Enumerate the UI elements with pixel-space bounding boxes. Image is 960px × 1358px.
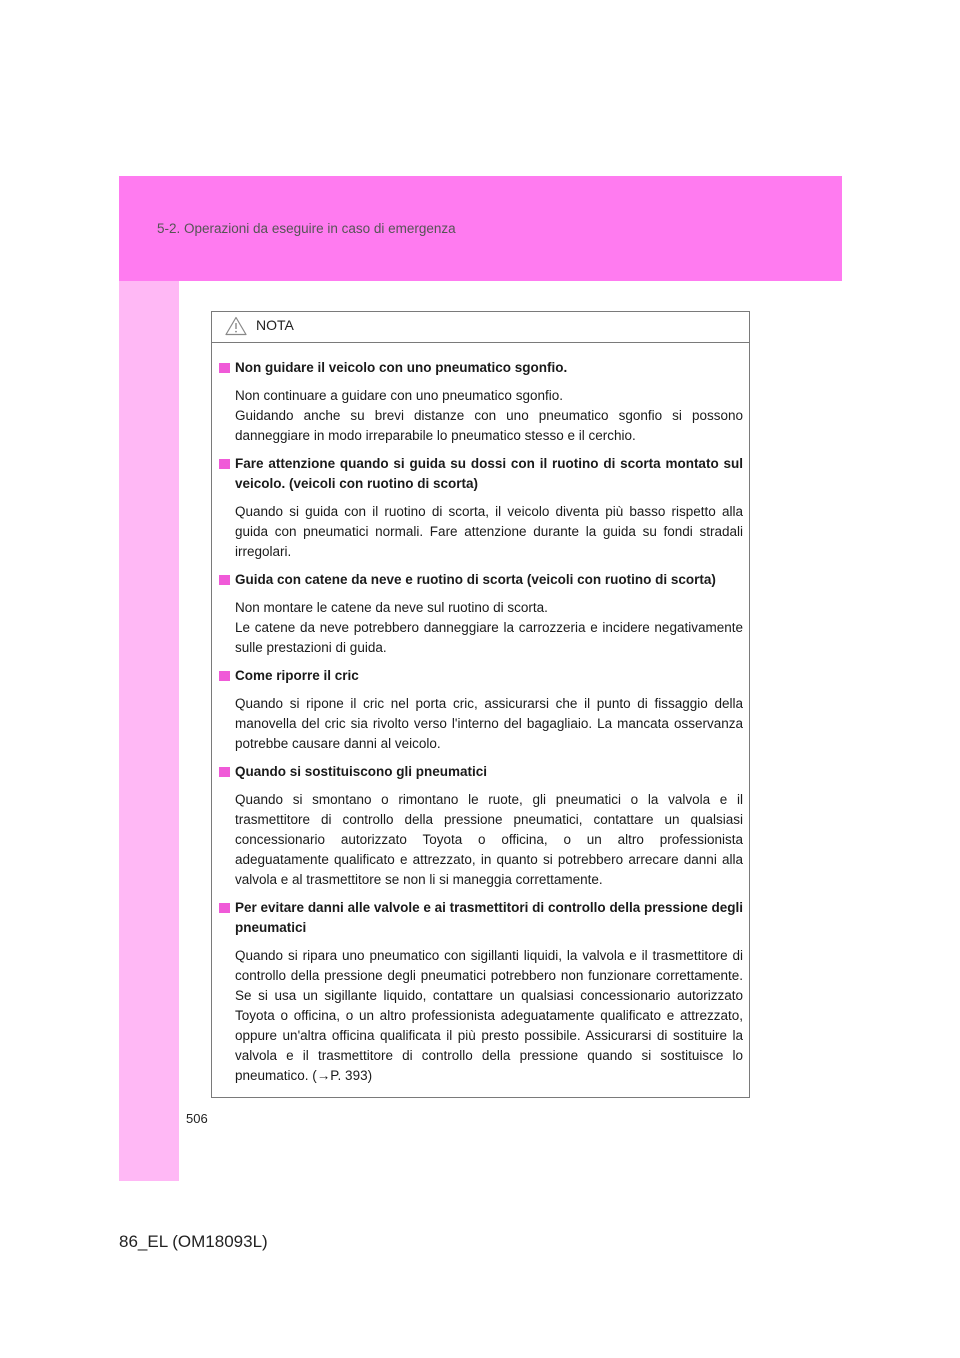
note-item-heading: Guida con catene da neve e ruotino di scorta (veicoli con ruotino di scorta) (219, 570, 743, 590)
note-item-heading: Quando si sostituiscono gli pneumatici (219, 762, 743, 782)
footer-code: 86_EL (OM18093L) (119, 1232, 268, 1251)
note-box (211, 311, 750, 1098)
side-strip (119, 281, 179, 1181)
note-item-heading: Non guidare il veicolo con uno pneumatico sgonfio. (219, 358, 743, 378)
square-bullet-icon (219, 363, 230, 373)
note-item-text: Quando si ripone il cric nel porta cric, assicurarsi che il punto di fissaggio della manovella del cric sia rivolto verso l'interno del bagagliaio. La mancata osservanza potrebbe causare danni al veicolo. (235, 696, 743, 751)
square-bullet-icon (219, 767, 230, 777)
note-item-text: Non montare le catene da neve sul ruotino di scorta. Le catene da neve potrebbero danneggiare la carrozzeria e incidere negativamente sulle prestazioni di guida. (235, 600, 743, 655)
note-item-text: Quando si guida con il ruotino di scorta, il veicolo diventa più basso rispetto alla guida con pneumatici normali. Fare attenzione durante la guida su fondi stradali irregolari. (235, 504, 743, 559)
warning-triangle-icon (225, 316, 247, 336)
note-title: NOTA (256, 317, 294, 333)
note-body (212, 343, 749, 1086)
square-bullet-icon (219, 459, 230, 469)
note-item-heading: Fare attenzione quando si guida su dossi con il ruotino di scorta montato sul veicolo. (veicoli con ruotino di scorta) (219, 454, 743, 494)
note-item-text: Quando si smontano o rimontano le ruote, gli pneumatici o la valvola e il trasmettitore di controllo della pressione pneumatici, contattare un qualsiasi concessionario autorizzato Toyota o officina, o un altro professionista adeguatamente qualificato e attrezzato, in quanto si potrebbero arrecare danni alla valvola e al trasmettitore se non li si maneggia correttamente. (235, 792, 743, 887)
note-header (212, 312, 749, 343)
note-item-text: Quando si ripara uno pneumatico con sigillanti liquidi, la valvola e il trasmettitore di controllo della pressione degli pneumatici potrebbero non funzionare correttamente. Se si usa un sigillante liquido, contattare un qualsiasi concessionario autorizzato Toyota o officina, o un altro professionista adeguatamente qualificato e attrezzato, oppure un'altra officina qualificata il più presto possibile. Assicurarsi di sostituire la valvola e il trasmettitore di controllo della pressione quando si sostituisce lo pneumatico. (→P. 393) (235, 948, 743, 1083)
square-bullet-icon (219, 575, 230, 585)
square-bullet-icon (219, 671, 230, 681)
note-item-heading: Per evitare danni alle valvole e ai trasmettitori di controllo della pressione degli pneumatici (219, 898, 743, 938)
square-bullet-icon (219, 903, 230, 913)
page-number: 506 (186, 1111, 208, 1126)
section-title: 5-2. Operazioni da eseguire in caso di emergenza (157, 221, 456, 236)
note-item-heading: Come riporre il cric (219, 666, 743, 686)
note-item-text: Non continuare a guidare con uno pneumatico sgonfio. Guidando anche su brevi distanze con uno pneumatico sgonfio si possono danneggiare in modo irreparabile lo pneumatico stesso e il cerchio. (235, 388, 743, 443)
